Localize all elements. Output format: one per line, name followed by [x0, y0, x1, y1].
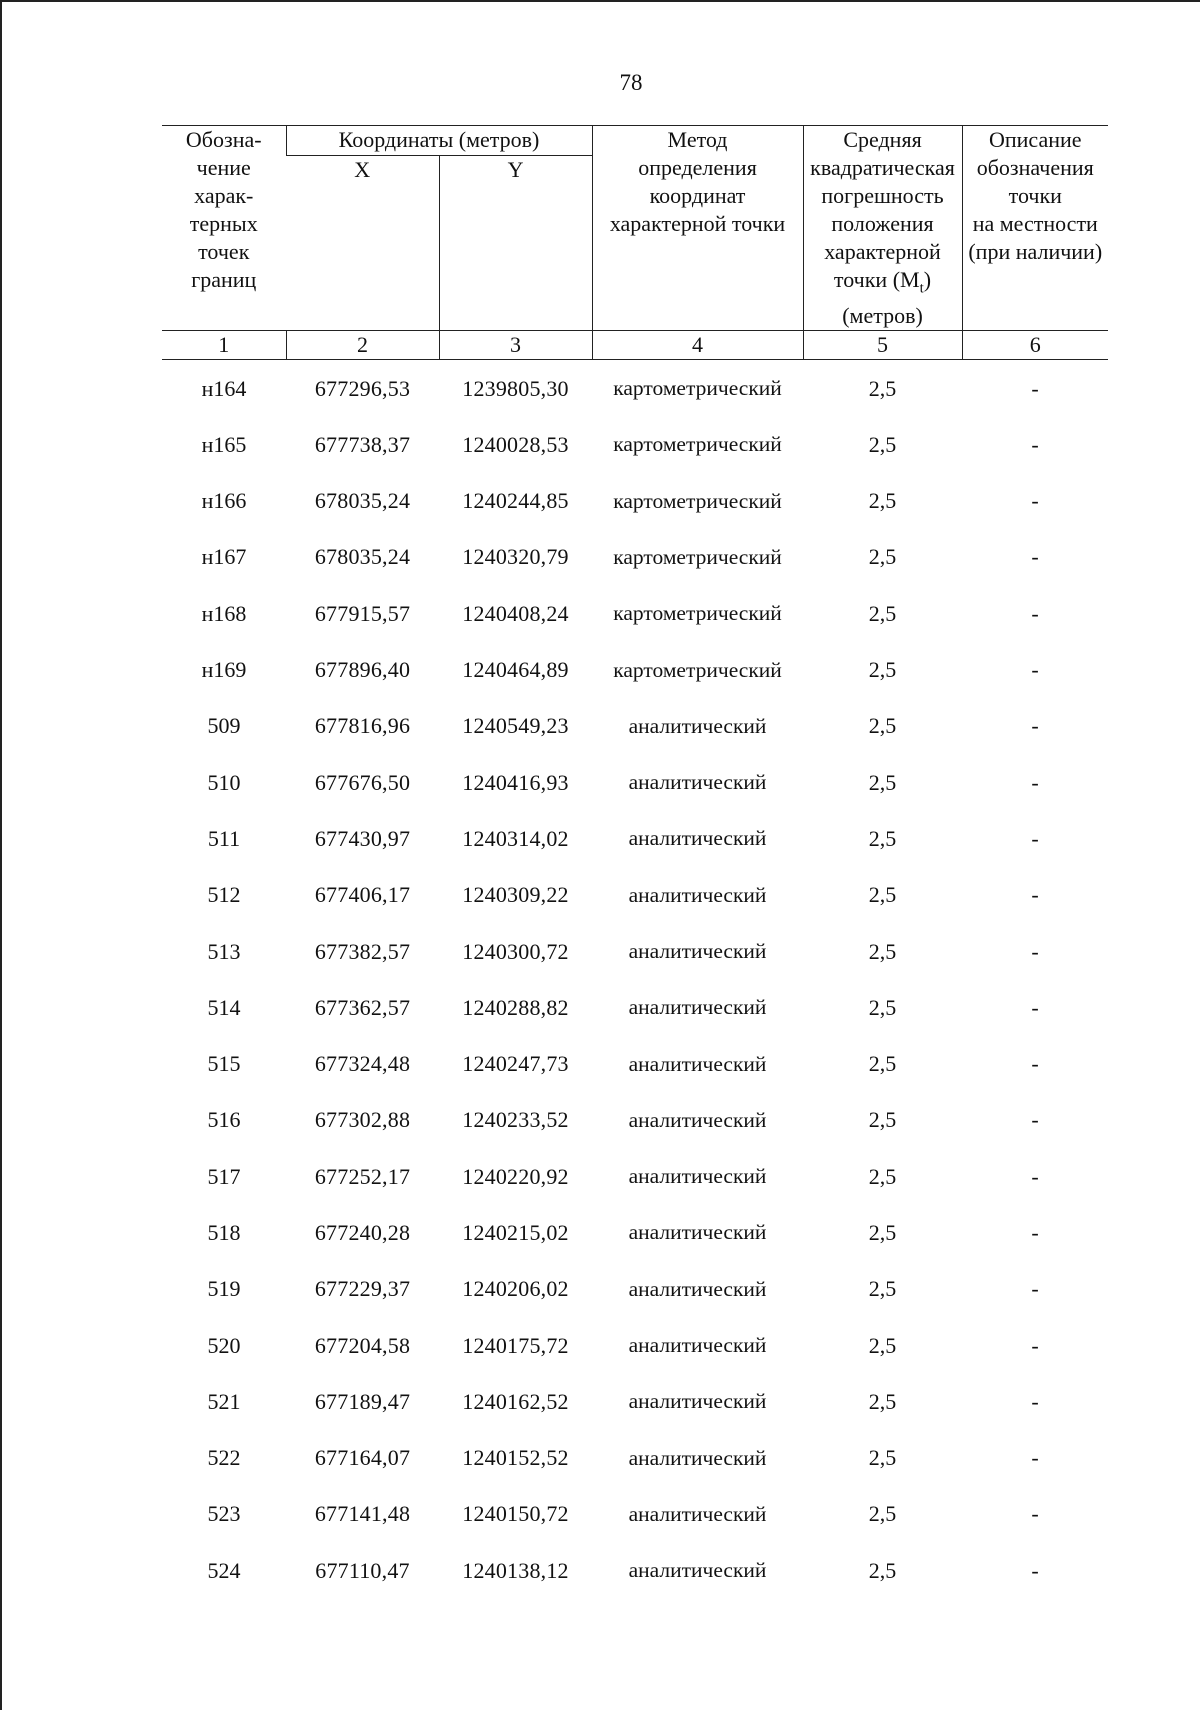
coordinates-table: [162, 125, 1108, 1599]
x-coordinate-cell: 677430,97: [314, 825, 411, 851]
scan-top-edge: [0, 0, 1200, 2]
y-coordinate-cell: 1240300,72: [462, 938, 569, 964]
method-cell: аналитический: [628, 995, 767, 1020]
method-cell: аналитический: [628, 1445, 767, 1470]
x-coordinate-cell: 677362,57: [314, 994, 411, 1020]
header-method: Метод определения координат характерной точки: [592, 126, 803, 331]
table-body: [162, 360, 1108, 1599]
error-cell: 2,5: [868, 1388, 897, 1414]
method-cell: картометрический: [613, 432, 782, 457]
table-row: [162, 473, 1108, 529]
method-cell: картометрический: [613, 601, 782, 626]
y-coordinate-cell: 1240028,53: [462, 431, 569, 457]
method-cell: аналитический: [628, 1333, 767, 1358]
table-row: [162, 754, 1108, 810]
point-id-cell: н164: [201, 375, 247, 401]
method-cell: аналитический: [628, 1389, 767, 1414]
method-cell: аналитический: [628, 1107, 767, 1132]
table-row: [162, 642, 1108, 698]
y-coordinate-cell: 1240220,92: [462, 1163, 569, 1189]
table-row: [162, 1430, 1108, 1486]
error-cell: 2,5: [868, 713, 897, 739]
description-cell: -: [1031, 1051, 1039, 1077]
method-cell: аналитический: [628, 939, 767, 963]
point-id-cell: н166: [201, 488, 247, 514]
table-row: [162, 1543, 1108, 1599]
table-row: [162, 586, 1108, 642]
x-coordinate-cell: 677252,17: [314, 1163, 411, 1189]
error-cell: 2,5: [868, 825, 897, 851]
column-number: 4: [592, 331, 803, 360]
error-cell: 2,5: [868, 375, 897, 401]
y-coordinate-cell: 1240288,82: [462, 994, 569, 1020]
error-cell: 2,5: [868, 882, 897, 908]
description-cell: -: [1031, 431, 1039, 457]
point-id-cell: 511: [207, 825, 241, 851]
description-cell: -: [1031, 713, 1039, 739]
error-cell: 2,5: [868, 994, 897, 1020]
header-mt-line: точки $(M_t)$: [833, 267, 932, 297]
table-row: [162, 1486, 1108, 1542]
error-cell: 2,5: [868, 1276, 897, 1302]
error-cell: 2,5: [868, 1445, 897, 1471]
method-cell: картометрический: [613, 376, 782, 401]
x-coordinate-cell: 677204,58: [314, 1332, 411, 1358]
page-number: 78: [619, 70, 643, 95]
x-coordinate-cell: 677110,47: [315, 1557, 410, 1583]
point-id-cell: 513: [207, 938, 241, 964]
x-coordinate-cell: 677141,48: [314, 1501, 411, 1527]
column-number: 6: [962, 331, 1108, 360]
point-id-cell: н169: [201, 657, 247, 683]
method-cell: аналитический: [628, 1164, 767, 1189]
column-number-row: [162, 331, 1108, 360]
y-coordinate-cell: 1240244,85: [462, 488, 569, 514]
y-coordinate-cell: 1240233,52: [462, 1107, 569, 1133]
method-cell: аналитический: [628, 770, 767, 795]
table-row: [162, 867, 1108, 923]
y-coordinate-cell: 1240549,23: [462, 713, 569, 739]
x-coordinate-cell: 677302,88: [314, 1107, 411, 1133]
column-number: 1: [162, 331, 286, 360]
point-id-cell: 514: [207, 994, 241, 1020]
x-coordinate-cell: 677406,17: [314, 882, 411, 908]
x-coordinate-cell: 677676,50: [314, 769, 411, 795]
point-id-cell: 516: [207, 1107, 241, 1133]
description-cell: -: [1031, 825, 1039, 851]
point-id-cell: 519: [207, 1276, 241, 1302]
description-cell: -: [1031, 1107, 1039, 1133]
table-row: [162, 529, 1108, 585]
method-cell: аналитический: [628, 1558, 767, 1583]
error-cell: 2,5: [868, 938, 897, 964]
y-coordinate-cell: 1240247,73: [462, 1051, 569, 1077]
description-cell: -: [1031, 1276, 1039, 1302]
header-y: Y: [439, 156, 592, 331]
point-id-cell: 515: [207, 1051, 241, 1077]
error-cell: 2,5: [868, 1051, 897, 1077]
point-id-cell: н167: [201, 544, 247, 570]
y-coordinate-cell: 1240416,93: [462, 769, 569, 795]
point-id-cell: 520: [207, 1332, 241, 1358]
description-cell: -: [1031, 994, 1039, 1020]
error-cell: 2,5: [868, 1163, 897, 1189]
method-cell: аналитический: [628, 1501, 767, 1526]
x-coordinate-cell: 677240,28: [314, 1219, 411, 1245]
x-coordinate-cell: 678035,24: [314, 544, 411, 570]
y-coordinate-cell: 1240309,22: [462, 882, 569, 908]
error-cell: 2,5: [868, 657, 897, 683]
x-coordinate-cell: 677915,57: [314, 600, 411, 626]
table-row: [162, 811, 1108, 867]
point-id-cell: 523: [207, 1501, 241, 1527]
description-cell: -: [1031, 657, 1039, 683]
method-cell: аналитический: [628, 1051, 767, 1076]
x-coordinate-cell: 677324,48: [314, 1051, 411, 1077]
x-coordinate-cell: 678035,24: [314, 488, 411, 514]
x-coordinate-cell: 677896,40: [314, 657, 411, 683]
y-coordinate-cell: 1240152,52: [462, 1445, 569, 1471]
y-coordinate-cell: 1240162,52: [462, 1388, 569, 1414]
point-id-cell: 512: [207, 882, 241, 908]
error-cell: 2,5: [868, 1332, 897, 1358]
error-cell: 2,5: [868, 1107, 897, 1133]
method-cell: аналитический: [628, 826, 767, 851]
column-number: 5: [803, 331, 962, 360]
y-coordinate-cell: 1240150,72: [462, 1501, 569, 1527]
header-mean-square-error: Средняя квадратическая погрешность положения характерной точки $(M_t)$ (метров): [803, 126, 962, 331]
error-cell: 2,5: [868, 544, 897, 570]
description-cell: -: [1031, 1445, 1039, 1471]
y-coordinate-cell: 1240314,02: [462, 825, 569, 851]
table-row: [162, 923, 1108, 979]
column-number: 2: [286, 331, 439, 360]
description-cell: -: [1031, 544, 1039, 570]
point-id-cell: н165: [201, 431, 247, 457]
point-id-cell: 510: [207, 769, 241, 795]
description-cell: -: [1031, 600, 1039, 626]
column-number: 3: [439, 331, 592, 360]
error-cell: 2,5: [868, 1501, 897, 1527]
point-id-cell: 521: [207, 1388, 241, 1414]
table-row: [162, 1149, 1108, 1205]
error-cell: 2,5: [868, 431, 897, 457]
x-coordinate-cell: 677382,57: [314, 938, 411, 964]
table-row: [162, 1092, 1108, 1148]
table-row: [162, 1036, 1108, 1092]
y-coordinate-cell: 1240215,02: [462, 1219, 569, 1245]
y-coordinate-cell: 1240464,89: [462, 657, 569, 683]
table-row: [162, 417, 1108, 473]
description-cell: -: [1031, 375, 1039, 401]
y-coordinate-cell: 1240206,02: [462, 1276, 569, 1302]
header-point-designation: Обозна- чение харак- терных точек границ: [162, 126, 286, 331]
x-coordinate-cell: 677229,37: [314, 1276, 411, 1302]
description-cell: -: [1031, 1332, 1039, 1358]
x-coordinate-cell: 677164,07: [314, 1445, 411, 1471]
description-cell: -: [1031, 1163, 1039, 1189]
description-cell: -: [1031, 488, 1039, 514]
table-row: [162, 1261, 1108, 1317]
error-cell: 2,5: [868, 488, 897, 514]
y-coordinate-cell: 1240320,79: [462, 544, 569, 570]
error-cell: 2,5: [868, 769, 897, 795]
table-row: [162, 1374, 1108, 1430]
header-coordinates-group: Координаты (метров): [286, 126, 592, 156]
point-id-cell: 518: [207, 1219, 241, 1245]
description-cell: -: [1031, 1388, 1039, 1414]
method-cell: картометрический: [613, 657, 782, 682]
point-id-cell: 509: [207, 713, 241, 739]
table-row: [162, 1317, 1108, 1373]
table-row: [162, 1205, 1108, 1261]
y-coordinate-cell: 1240408,24: [462, 600, 569, 626]
description-cell: -: [1031, 938, 1039, 964]
method-cell: картометрический: [613, 488, 782, 513]
error-cell: 2,5: [868, 1557, 897, 1583]
point-id-cell: н168: [201, 600, 247, 626]
method-cell: аналитический: [628, 882, 767, 907]
description-cell: -: [1031, 769, 1039, 795]
description-cell: -: [1031, 882, 1039, 908]
x-coordinate-cell: 677816,96: [314, 713, 411, 739]
x-coordinate-cell: 677296,53: [314, 375, 411, 401]
y-coordinate-cell: 1239805,30: [462, 375, 569, 401]
method-cell: аналитический: [628, 1276, 767, 1301]
error-cell: 2,5: [868, 1219, 897, 1245]
y-coordinate-cell: 1240138,12: [462, 1557, 569, 1583]
table-row: [162, 980, 1108, 1036]
description-cell: -: [1031, 1557, 1039, 1583]
x-coordinate-cell: 677189,47: [314, 1388, 411, 1414]
description-cell: -: [1031, 1501, 1039, 1527]
table-row: [162, 360, 1108, 417]
error-cell: 2,5: [868, 600, 897, 626]
method-cell: аналитический: [628, 1220, 767, 1245]
header-x: X: [354, 157, 371, 183]
y-coordinate-cell: 1240175,72: [462, 1332, 569, 1358]
x-coordinate-cell: 677738,37: [314, 431, 411, 457]
header-description: Описание обозначения точки на местности (при наличии): [962, 126, 1108, 331]
point-id-cell: 524: [207, 1557, 241, 1583]
point-id-cell: 517: [207, 1163, 241, 1189]
method-cell: картометрический: [613, 544, 782, 569]
scan-left-edge: [0, 0, 2, 1710]
point-id-cell: 522: [207, 1445, 241, 1471]
method-cell: аналитический: [628, 713, 767, 738]
table-row: [162, 698, 1108, 754]
description-cell: -: [1031, 1219, 1039, 1245]
